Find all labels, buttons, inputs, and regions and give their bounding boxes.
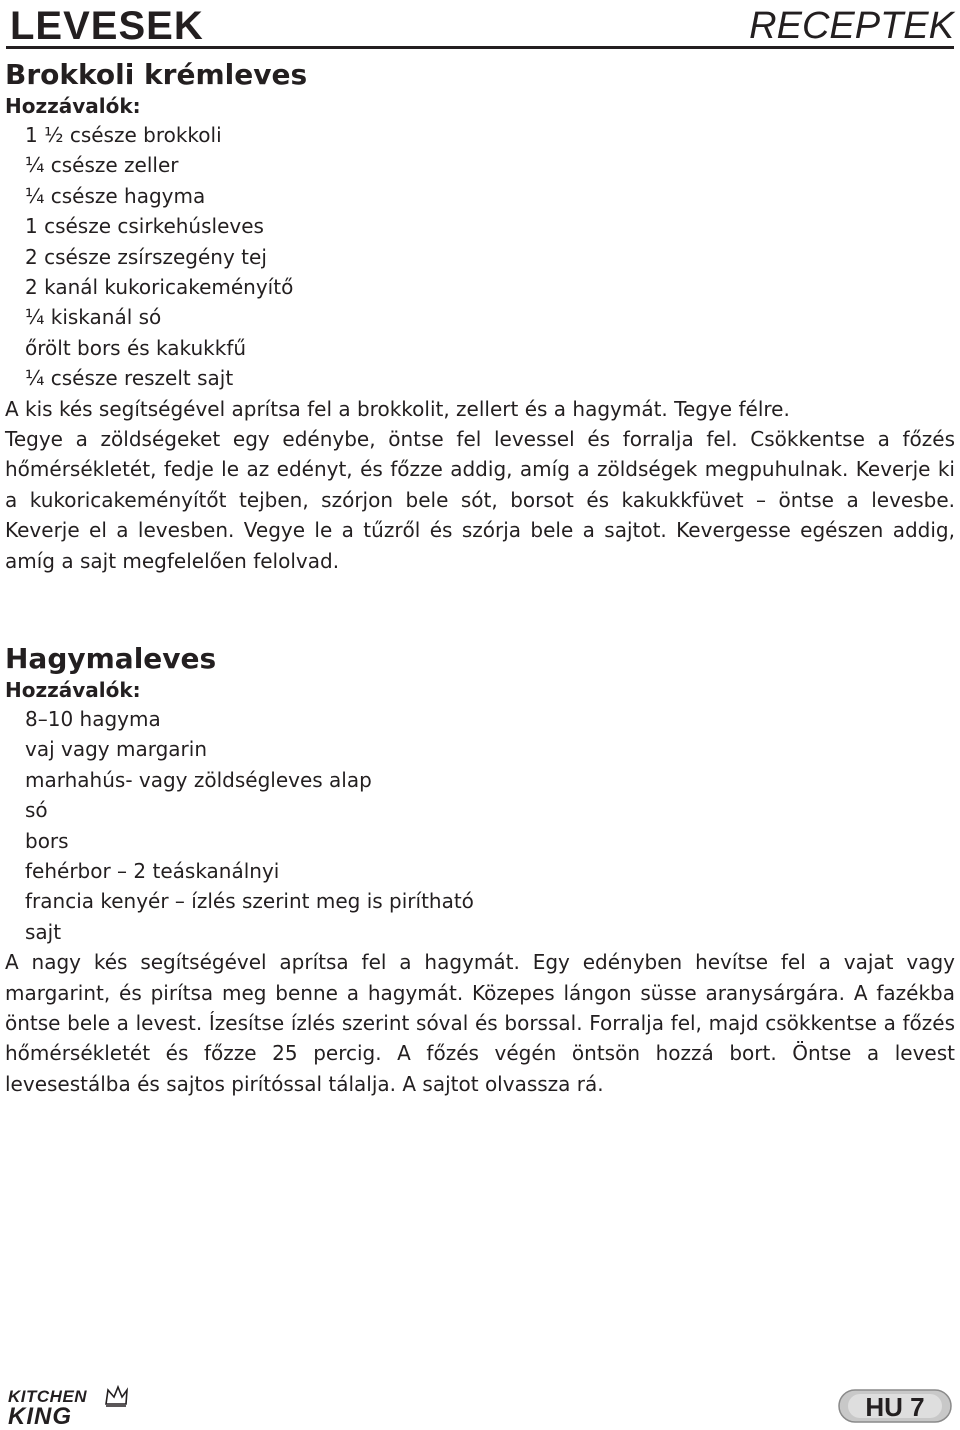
ingredient-item: 2 csésze zsírszegény tej [25, 244, 267, 269]
ingredient-item: vaj vagy margarin [25, 737, 208, 762]
ingredient-item: ¼ csésze reszelt sajt [25, 366, 234, 391]
ingredient-item: francia kenyér – ízlés szerint meg is pirítható [25, 889, 474, 914]
svg-text:KING: KING [8, 1403, 72, 1426]
instruction-paragraph: A kis kés segítségével aprítsa fel a brokkolit, zellert és a hagymát. Tegye félre. [5, 396, 790, 421]
recipe-title: Hagymaleves [5, 642, 217, 675]
ingredients-heading: Hozzávalók: [5, 678, 141, 702]
section-title: LEVESEK [10, 4, 204, 48]
recipe-hagymaleves [5, 642, 955, 1099]
ingredient-item: bors [25, 828, 69, 853]
ingredient-item: marhahús- vagy zöldségleves alap [25, 767, 372, 792]
recipe-brokkoli [5, 58, 955, 576]
kitchen-king-logo [6, 1384, 128, 1426]
ingredient-item: 1 ½ csésze brokkoli [25, 123, 222, 147]
page-header [6, 4, 954, 49]
ingredient-item: sajt [25, 919, 62, 944]
ingredients-list [5, 120, 955, 394]
recipe-title: Brokkoli krémleves [5, 58, 308, 91]
ingredient-item: 2 kanál kukoricakeményítő [25, 274, 294, 299]
page-number-badge [838, 1388, 952, 1424]
ingredients-list [5, 704, 955, 947]
ingredient-item: ¼ csésze zeller [25, 153, 179, 178]
instruction-paragraph: A nagy kés segítségével aprítsa fel a hagymát. Egy edényben hevítse fel a vajat vagy margarint, és pirítsa meg benne a hagymát. Közepes lángon süsse aranysárgára. A fazékba öntse bele a levest. Ízesítse ízlés szerint sóval és borssal. Forralja fel, majd csökkentse a főzés hőmérsékletét és főzze 25 percig. A főzés végén öntsön hozzá bort. Öntse a levest levesestálba és sajtos pirítóssal tálalja. A sajtot olvassza rá. [5, 950, 955, 1096]
page-number: HU 7 [865, 1392, 925, 1422]
ingredient-item: őrölt bors és kakukkfű [25, 335, 247, 360]
svg-text:KITCHEN: KITCHEN [8, 1387, 88, 1406]
ingredient-item: ¼ csésze hagyma [25, 183, 206, 208]
ingredient-item: ¼ kiskanál só [25, 305, 162, 330]
ingredient-item: 8–10 hagyma [25, 707, 161, 731]
instruction-paragraph: Tegye a zöldségeket egy edénybe, öntse fel levessel és forralja fel. Csökkentse a főzés hőmérsékletét, fedje le az edényt, és főzze addig, amíg a zöldségek megpuhulnak. Keverje ki a kukoricakeményítőt tejben, szórjon bele sót, borsot és kakukkfüvet – öntse a levesbe. Keverje el a levesben. Vegye le a tűzről és szórja bele a sajtot. Kevergesse egészen addig, amíg a sajt megfelelően felolvad. [5, 426, 955, 573]
ingredient-item: fehérbor – 2 teáskanálnyi [25, 858, 280, 883]
category-label: RECEPTEK [749, 5, 954, 47]
ingredients-heading: Hozzávalók: [5, 94, 141, 118]
ingredient-item: só [25, 798, 48, 823]
ingredient-item: 1 csésze csirkehúsleves [25, 214, 264, 239]
